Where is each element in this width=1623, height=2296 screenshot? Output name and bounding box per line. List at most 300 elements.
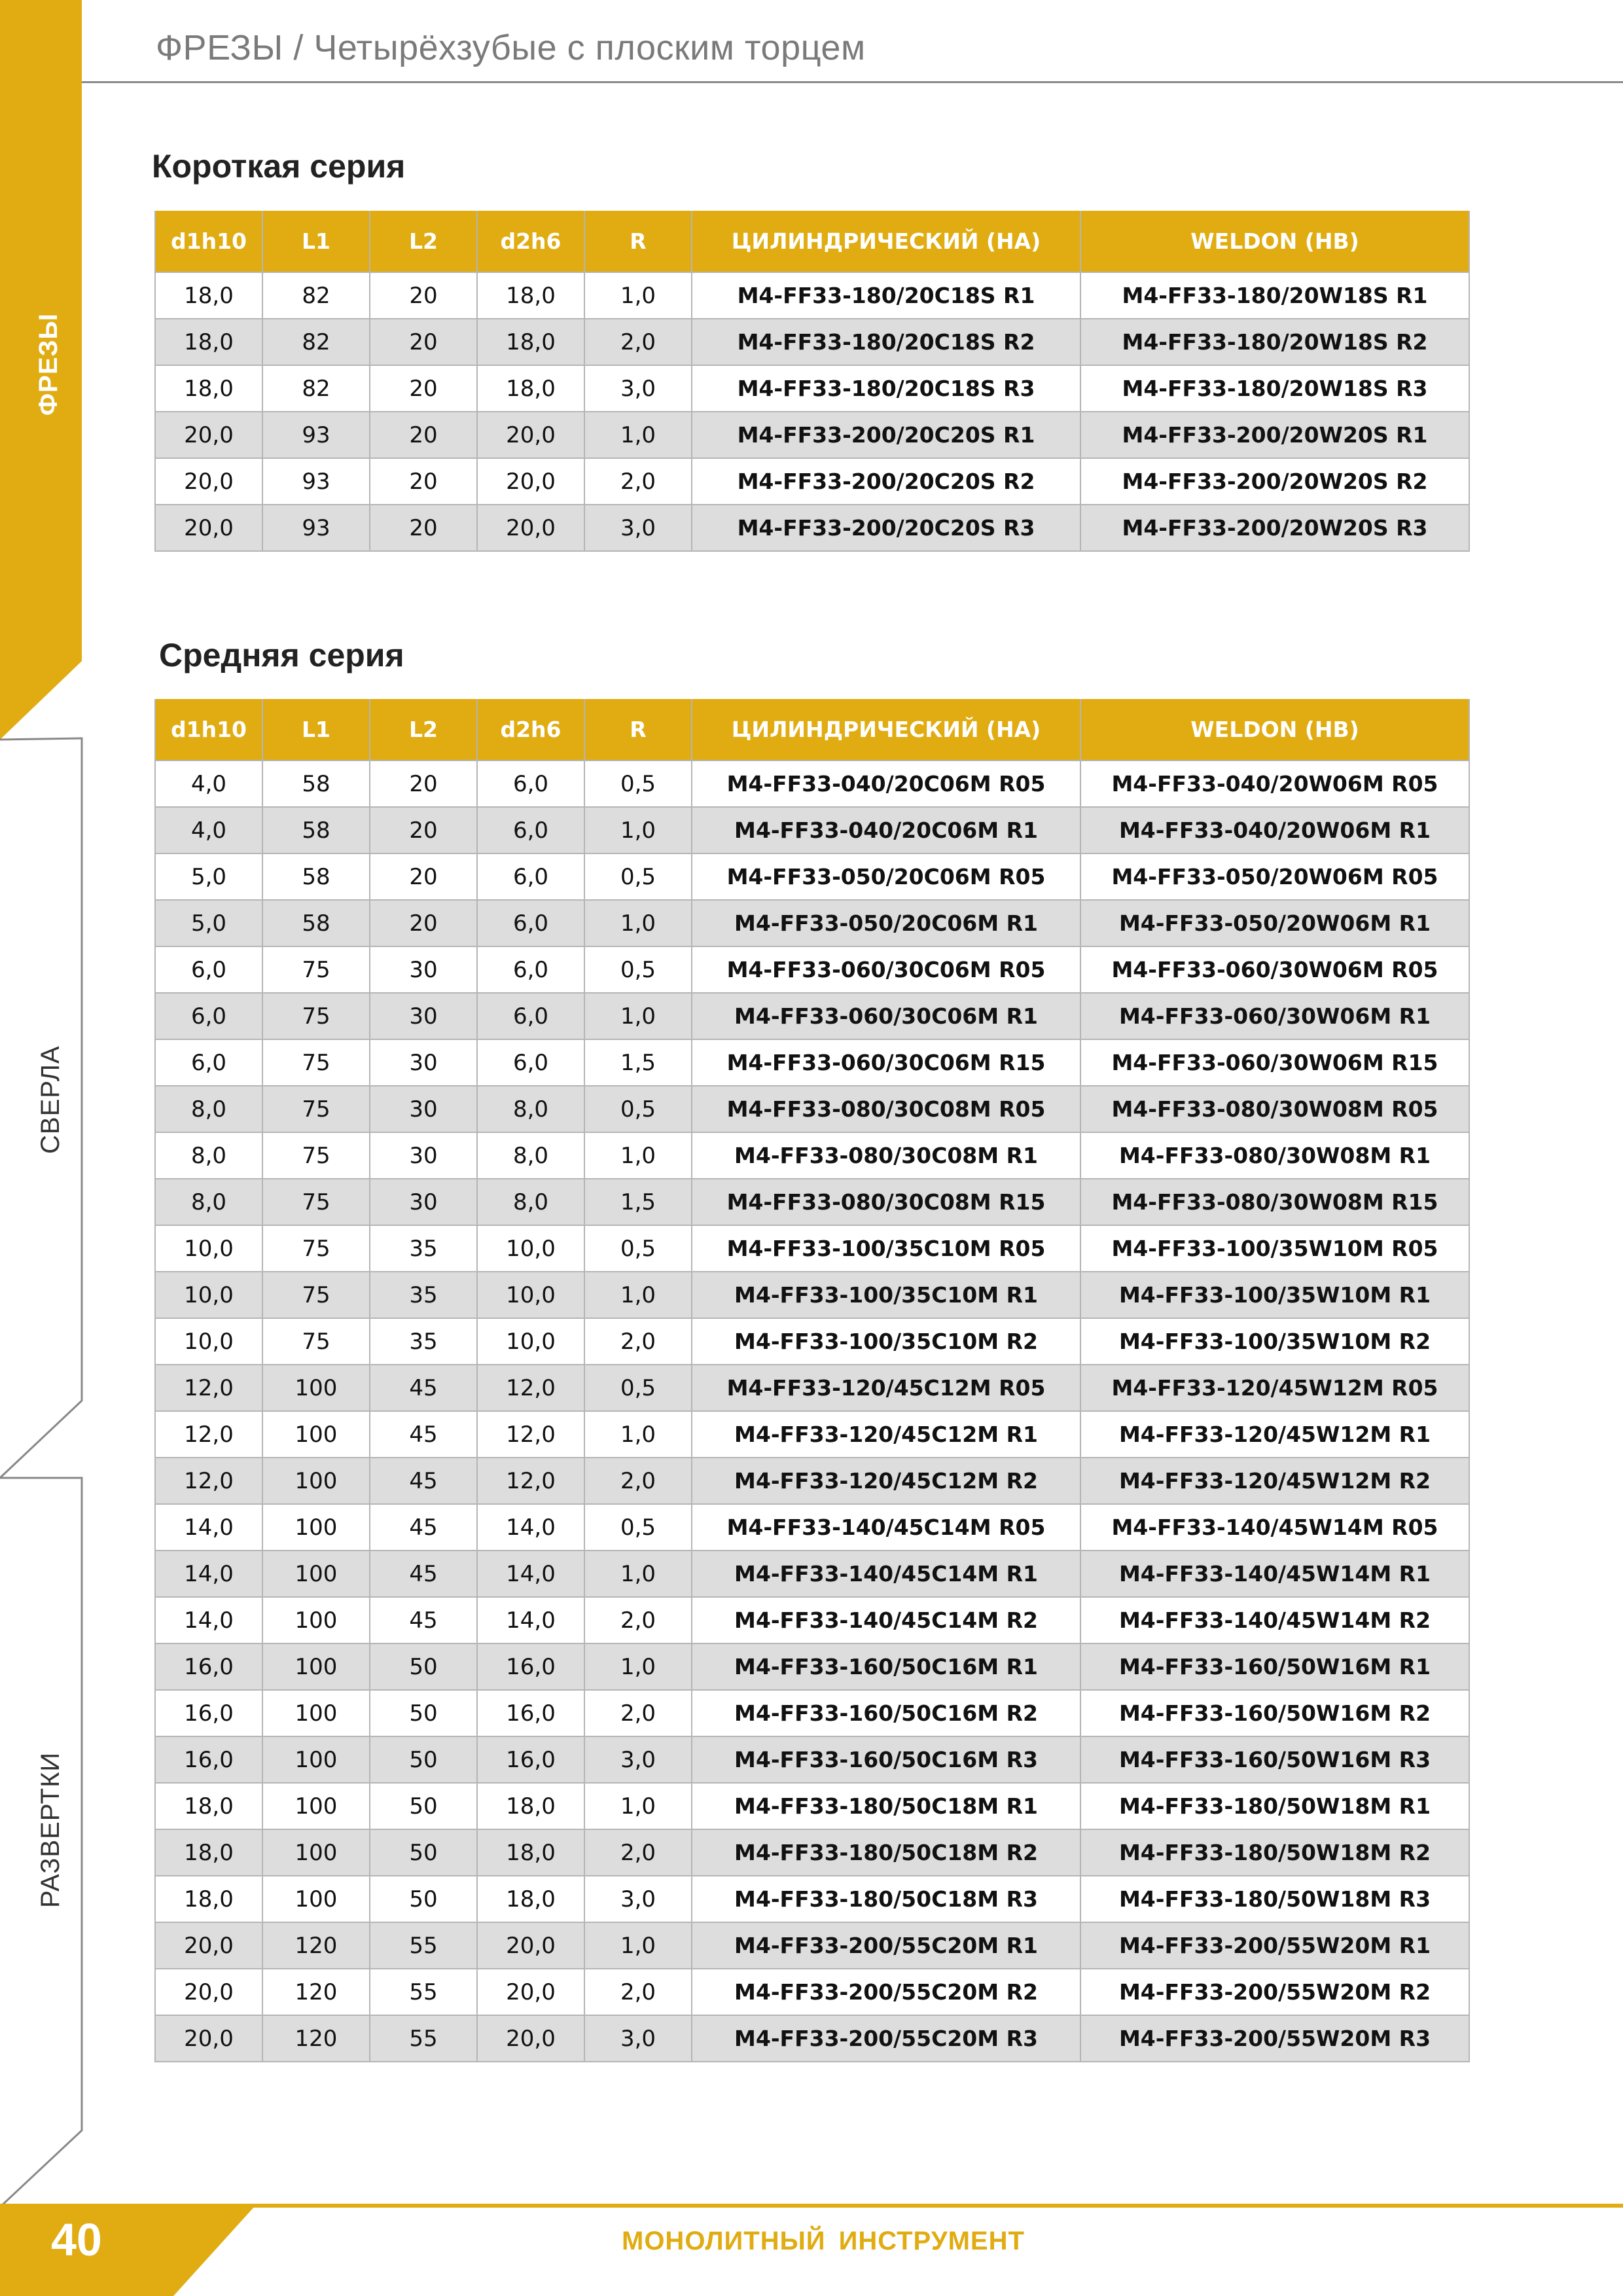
cell-code-weldon: M4-FF33-180/20W18S R1 xyxy=(1080,272,1469,319)
cell-d2h6: 8,0 xyxy=(477,1179,584,1225)
cell-l1: 100 xyxy=(262,1365,370,1411)
cell-l2: 30 xyxy=(370,1179,477,1225)
table-row xyxy=(155,1783,1469,1829)
cell-code-cylindrical: M4-FF33-120/45C12M R2 xyxy=(692,1458,1080,1504)
col-header-cylindrical: ЦИЛИНДРИЧЕСКИЙ (НА) xyxy=(692,699,1080,761)
cell-d1h10: 16,0 xyxy=(155,1736,262,1783)
cell-d2h6: 8,0 xyxy=(477,1132,584,1179)
cell-d2h6: 14,0 xyxy=(477,1597,584,1643)
cell-code-weldon: M4-FF33-200/20W20S R2 xyxy=(1080,458,1469,505)
cell-l1: 75 xyxy=(262,1225,370,1272)
col-header-d1h10: d1h10 xyxy=(155,211,262,272)
cell-code-cylindrical: M4-FF33-120/45C12M R1 xyxy=(692,1411,1080,1458)
cell-l1: 100 xyxy=(262,1504,370,1551)
cell-l1: 100 xyxy=(262,1783,370,1829)
cell-r: 1,0 xyxy=(584,1132,692,1179)
cell-d1h10: 14,0 xyxy=(155,1597,262,1643)
cell-d2h6: 14,0 xyxy=(477,1551,584,1597)
cell-code-cylindrical: M4-FF33-180/50C18M R1 xyxy=(692,1783,1080,1829)
cell-d1h10: 6,0 xyxy=(155,946,262,993)
table-row xyxy=(155,1225,1469,1272)
cell-d2h6: 18,0 xyxy=(477,365,584,412)
cell-code-weldon: M4-FF33-060/30W06M R05 xyxy=(1080,946,1469,993)
short-series-table xyxy=(154,211,1470,552)
cell-d1h10: 16,0 xyxy=(155,1643,262,1690)
cell-r: 2,0 xyxy=(584,1690,692,1736)
cell-d1h10: 18,0 xyxy=(155,1829,262,1876)
col-header-l2: L2 xyxy=(370,699,477,761)
cell-code-cylindrical: M4-FF33-160/50C16M R2 xyxy=(692,1690,1080,1736)
cell-l2: 45 xyxy=(370,1411,477,1458)
cell-code-weldon: M4-FF33-100/35W10M R1 xyxy=(1080,1272,1469,1318)
table-row xyxy=(155,319,1469,365)
cell-r: 2,0 xyxy=(584,1458,692,1504)
cell-d2h6: 6,0 xyxy=(477,761,584,807)
cell-code-weldon: M4-FF33-080/30W08M R1 xyxy=(1080,1132,1469,1179)
cell-code-weldon: M4-FF33-040/20W06M R05 xyxy=(1080,761,1469,807)
cell-d1h10: 20,0 xyxy=(155,505,262,551)
cell-r: 3,0 xyxy=(584,505,692,551)
cell-code-cylindrical: M4-FF33-200/55C20M R1 xyxy=(692,1922,1080,1969)
cell-l1: 100 xyxy=(262,1876,370,1922)
cell-r: 3,0 xyxy=(584,1876,692,1922)
cell-d1h10: 18,0 xyxy=(155,319,262,365)
table-row xyxy=(155,1318,1469,1365)
table-row xyxy=(155,900,1469,946)
table-row xyxy=(155,458,1469,505)
cell-r: 2,0 xyxy=(584,1969,692,2015)
cell-l2: 35 xyxy=(370,1318,477,1365)
table-row xyxy=(155,412,1469,458)
cell-l2: 30 xyxy=(370,1086,477,1132)
cell-d1h10: 20,0 xyxy=(155,2015,262,2062)
cell-d2h6: 6,0 xyxy=(477,993,584,1039)
cell-code-cylindrical: M4-FF33-200/20C20S R2 xyxy=(692,458,1080,505)
cell-d2h6: 12,0 xyxy=(477,1411,584,1458)
cell-l1: 100 xyxy=(262,1597,370,1643)
cell-d1h10: 4,0 xyxy=(155,807,262,853)
cell-code-cylindrical: M4-FF33-200/55C20M R3 xyxy=(692,2015,1080,2062)
cell-code-weldon: M4-FF33-200/55W20M R1 xyxy=(1080,1922,1469,1969)
cell-d2h6: 20,0 xyxy=(477,1922,584,1969)
table-row xyxy=(155,1876,1469,1922)
table-header-row xyxy=(155,211,1469,272)
cell-l2: 45 xyxy=(370,1504,477,1551)
cell-l2: 20 xyxy=(370,900,477,946)
cell-r: 1,0 xyxy=(584,1551,692,1597)
table-row xyxy=(155,1179,1469,1225)
cell-r: 0,5 xyxy=(584,761,692,807)
table-row xyxy=(155,1922,1469,1969)
footer-brand: МОНОЛИТНЫЙ ИНСТРУМЕНТ xyxy=(622,2227,1025,2255)
cell-d2h6: 6,0 xyxy=(477,807,584,853)
cell-l1: 75 xyxy=(262,1179,370,1225)
cell-d2h6: 6,0 xyxy=(477,900,584,946)
cell-r: 1,0 xyxy=(584,1783,692,1829)
col-header-l2: L2 xyxy=(370,211,477,272)
cell-d1h10: 14,0 xyxy=(155,1504,262,1551)
cell-d1h10: 4,0 xyxy=(155,761,262,807)
col-header-weldon: WELDON (НВ) xyxy=(1080,211,1469,272)
cell-l2: 35 xyxy=(370,1272,477,1318)
cell-code-cylindrical: M4-FF33-200/20C20S R3 xyxy=(692,505,1080,551)
cell-l1: 75 xyxy=(262,1086,370,1132)
cell-code-cylindrical: M4-FF33-100/35C10M R05 xyxy=(692,1225,1080,1272)
cell-l2: 20 xyxy=(370,761,477,807)
col-header-l1: L1 xyxy=(262,699,370,761)
cell-d1h10: 18,0 xyxy=(155,1876,262,1922)
cell-code-cylindrical: M4-FF33-120/45C12M R05 xyxy=(692,1365,1080,1411)
table-row xyxy=(155,1458,1469,1504)
cell-l2: 30 xyxy=(370,1132,477,1179)
cell-code-weldon: M4-FF33-200/55W20M R3 xyxy=(1080,2015,1469,2062)
cell-r: 0,5 xyxy=(584,1225,692,1272)
cell-l2: 55 xyxy=(370,2015,477,2062)
cell-code-weldon: M4-FF33-180/20W18S R3 xyxy=(1080,365,1469,412)
cell-d2h6: 18,0 xyxy=(477,272,584,319)
cell-code-weldon: M4-FF33-100/35W10M R2 xyxy=(1080,1318,1469,1365)
cell-l2: 50 xyxy=(370,1783,477,1829)
page-number-block xyxy=(0,0,262,2296)
cell-l1: 75 xyxy=(262,946,370,993)
cell-d2h6: 12,0 xyxy=(477,1458,584,1504)
table-header-row xyxy=(155,699,1469,761)
cell-l1: 82 xyxy=(262,272,370,319)
cell-code-weldon: M4-FF33-080/30W08M R15 xyxy=(1080,1179,1469,1225)
cell-d2h6: 18,0 xyxy=(477,1876,584,1922)
cell-l1: 75 xyxy=(262,993,370,1039)
cell-l2: 55 xyxy=(370,1922,477,1969)
cell-d1h10: 8,0 xyxy=(155,1179,262,1225)
section-title-medium: Средняя серия xyxy=(159,637,404,673)
cell-d1h10: 18,0 xyxy=(155,1783,262,1829)
cell-d1h10: 6,0 xyxy=(155,1039,262,1086)
table-row xyxy=(155,1736,1469,1783)
cell-code-cylindrical: M4-FF33-060/30C06M R15 xyxy=(692,1039,1080,1086)
cell-code-cylindrical: M4-FF33-100/35C10M R2 xyxy=(692,1318,1080,1365)
cell-d1h10: 10,0 xyxy=(155,1272,262,1318)
cell-r: 2,0 xyxy=(584,1597,692,1643)
cell-l2: 50 xyxy=(370,1736,477,1783)
cell-l1: 58 xyxy=(262,761,370,807)
cell-d1h10: 10,0 xyxy=(155,1225,262,1272)
cell-d2h6: 20,0 xyxy=(477,458,584,505)
col-header-d1h10: d1h10 xyxy=(155,699,262,761)
cell-code-weldon: M4-FF33-050/20W06M R1 xyxy=(1080,900,1469,946)
cell-code-cylindrical: M4-FF33-050/20C06M R05 xyxy=(692,853,1080,900)
cell-d2h6: 20,0 xyxy=(477,2015,584,2062)
cell-d1h10: 12,0 xyxy=(155,1411,262,1458)
cell-code-cylindrical: M4-FF33-180/20C18S R2 xyxy=(692,319,1080,365)
cell-l2: 20 xyxy=(370,853,477,900)
cell-r: 3,0 xyxy=(584,1736,692,1783)
cell-code-cylindrical: M4-FF33-080/30C08M R15 xyxy=(692,1179,1080,1225)
cell-code-weldon: M4-FF33-140/45W14M R05 xyxy=(1080,1504,1469,1551)
table-row xyxy=(155,272,1469,319)
cell-r: 2,0 xyxy=(584,458,692,505)
cell-r: 1,0 xyxy=(584,900,692,946)
cell-code-weldon: M4-FF33-120/45W12M R05 xyxy=(1080,1365,1469,1411)
cell-d1h10: 8,0 xyxy=(155,1132,262,1179)
cell-r: 2,0 xyxy=(584,1318,692,1365)
cell-l1: 93 xyxy=(262,458,370,505)
cell-d2h6: 16,0 xyxy=(477,1736,584,1783)
cell-d2h6: 18,0 xyxy=(477,1783,584,1829)
cell-l1: 100 xyxy=(262,1643,370,1690)
cell-code-cylindrical: M4-FF33-060/30C06M R05 xyxy=(692,946,1080,993)
cell-l1: 100 xyxy=(262,1411,370,1458)
cell-d2h6: 20,0 xyxy=(477,412,584,458)
cell-d1h10: 10,0 xyxy=(155,1318,262,1365)
cell-code-cylindrical: M4-FF33-180/50C18M R2 xyxy=(692,1829,1080,1876)
sidebar-tab-sverla[interactable]: СВЕРЛА xyxy=(36,1045,65,1154)
cell-l2: 45 xyxy=(370,1551,477,1597)
cell-l2: 45 xyxy=(370,1597,477,1643)
cell-l2: 20 xyxy=(370,272,477,319)
col-header-r: R xyxy=(584,211,692,272)
cell-code-cylindrical: M4-FF33-180/20C18S R3 xyxy=(692,365,1080,412)
cell-code-cylindrical: M4-FF33-140/45C14M R05 xyxy=(692,1504,1080,1551)
cell-l1: 93 xyxy=(262,412,370,458)
col-header-r: R xyxy=(584,699,692,761)
cell-l1: 100 xyxy=(262,1829,370,1876)
cell-d2h6: 10,0 xyxy=(477,1318,584,1365)
cell-d2h6: 12,0 xyxy=(477,1365,584,1411)
cell-d1h10: 12,0 xyxy=(155,1458,262,1504)
table-row xyxy=(155,1597,1469,1643)
cell-code-weldon: M4-FF33-140/45W14M R1 xyxy=(1080,1551,1469,1597)
cell-r: 0,5 xyxy=(584,946,692,993)
sidebar-tab-razvertki[interactable]: РАЗВЕРТКИ xyxy=(36,1751,65,1908)
page-number: 40 xyxy=(51,2214,102,2265)
table-row xyxy=(155,1969,1469,2015)
cell-d2h6: 6,0 xyxy=(477,1039,584,1086)
cell-l2: 20 xyxy=(370,412,477,458)
cell-d1h10: 18,0 xyxy=(155,365,262,412)
cell-r: 1,0 xyxy=(584,993,692,1039)
header-divider xyxy=(82,81,1623,83)
cell-l2: 20 xyxy=(370,807,477,853)
cell-r: 1,0 xyxy=(584,807,692,853)
cell-d1h10: 12,0 xyxy=(155,1365,262,1411)
col-header-weldon: WELDON (НВ) xyxy=(1080,699,1469,761)
cell-code-weldon: M4-FF33-160/50W16M R3 xyxy=(1080,1736,1469,1783)
cell-code-weldon: M4-FF33-040/20W06M R1 xyxy=(1080,807,1469,853)
cell-code-weldon: M4-FF33-060/30W06M R1 xyxy=(1080,993,1469,1039)
cell-code-cylindrical: M4-FF33-140/45C14M R1 xyxy=(692,1551,1080,1597)
cell-d1h10: 20,0 xyxy=(155,1922,262,1969)
table-row xyxy=(155,993,1469,1039)
table-row xyxy=(155,853,1469,900)
cell-l1: 75 xyxy=(262,1318,370,1365)
cell-r: 1,5 xyxy=(584,1179,692,1225)
cell-code-cylindrical: M4-FF33-180/50C18M R3 xyxy=(692,1876,1080,1922)
cell-code-weldon: M4-FF33-100/35W10M R05 xyxy=(1080,1225,1469,1272)
cell-code-cylindrical: M4-FF33-050/20C06M R1 xyxy=(692,900,1080,946)
cell-l2: 35 xyxy=(370,1225,477,1272)
table-row xyxy=(155,505,1469,551)
cell-l1: 100 xyxy=(262,1551,370,1597)
table-row xyxy=(155,1411,1469,1458)
cell-l2: 30 xyxy=(370,946,477,993)
table-row xyxy=(155,1643,1469,1690)
cell-r: 0,5 xyxy=(584,853,692,900)
cell-code-weldon: M4-FF33-080/30W08M R05 xyxy=(1080,1086,1469,1132)
cell-d1h10: 18,0 xyxy=(155,272,262,319)
cell-l1: 82 xyxy=(262,365,370,412)
cell-code-cylindrical: M4-FF33-160/50C16M R3 xyxy=(692,1736,1080,1783)
table-row xyxy=(155,2015,1469,2062)
cell-l1: 75 xyxy=(262,1272,370,1318)
cell-code-weldon: M4-FF33-160/50W16M R1 xyxy=(1080,1643,1469,1690)
cell-l1: 58 xyxy=(262,900,370,946)
cell-d2h6: 16,0 xyxy=(477,1643,584,1690)
cell-d2h6: 10,0 xyxy=(477,1225,584,1272)
cell-d1h10: 14,0 xyxy=(155,1551,262,1597)
cell-code-weldon: M4-FF33-120/45W12M R2 xyxy=(1080,1458,1469,1504)
cell-code-weldon: M4-FF33-200/55W20M R2 xyxy=(1080,1969,1469,2015)
cell-l2: 20 xyxy=(370,365,477,412)
cell-r: 0,5 xyxy=(584,1504,692,1551)
cell-code-cylindrical: M4-FF33-140/45C14M R2 xyxy=(692,1597,1080,1643)
table-row xyxy=(155,1690,1469,1736)
cell-l1: 100 xyxy=(262,1458,370,1504)
cell-d2h6: 8,0 xyxy=(477,1086,584,1132)
cell-r: 1,0 xyxy=(584,1272,692,1318)
table-row xyxy=(155,1829,1469,1876)
cell-code-cylindrical: M4-FF33-180/20C18S R1 xyxy=(692,272,1080,319)
cell-d1h10: 5,0 xyxy=(155,853,262,900)
cell-code-weldon: M4-FF33-180/50W18M R1 xyxy=(1080,1783,1469,1829)
cell-code-cylindrical: M4-FF33-080/30C08M R1 xyxy=(692,1132,1080,1179)
cell-d2h6: 16,0 xyxy=(477,1690,584,1736)
cell-d1h10: 6,0 xyxy=(155,993,262,1039)
cell-r: 2,0 xyxy=(584,1829,692,1876)
cell-l2: 30 xyxy=(370,993,477,1039)
cell-l1: 93 xyxy=(262,505,370,551)
sidebar-tab-frezy[interactable]: ФРЕЗЫ xyxy=(34,313,63,416)
cell-l2: 50 xyxy=(370,1690,477,1736)
cell-r: 1,0 xyxy=(584,272,692,319)
cell-r: 1,0 xyxy=(584,1922,692,1969)
table-row xyxy=(155,1504,1469,1551)
cell-code-cylindrical: M4-FF33-200/20C20S R1 xyxy=(692,412,1080,458)
cell-code-weldon: M4-FF33-180/50W18M R3 xyxy=(1080,1876,1469,1922)
cell-l2: 30 xyxy=(370,1039,477,1086)
section-title-short: Короткая серия xyxy=(152,148,406,185)
table-row xyxy=(155,1365,1469,1411)
cell-l2: 50 xyxy=(370,1876,477,1922)
cell-code-weldon: M4-FF33-050/20W06M R05 xyxy=(1080,853,1469,900)
cell-l2: 50 xyxy=(370,1829,477,1876)
cell-l2: 45 xyxy=(370,1458,477,1504)
cell-d1h10: 20,0 xyxy=(155,1969,262,2015)
cell-code-cylindrical: M4-FF33-100/35C10M R1 xyxy=(692,1272,1080,1318)
page-title: ФРЕЗЫ / Четырёхзубые с плоским торцем xyxy=(156,28,866,67)
cell-code-cylindrical: M4-FF33-040/20C06M R05 xyxy=(692,761,1080,807)
table-row xyxy=(155,807,1469,853)
table-row xyxy=(155,761,1469,807)
cell-l1: 75 xyxy=(262,1039,370,1086)
cell-d2h6: 14,0 xyxy=(477,1504,584,1551)
cell-r: 2,0 xyxy=(584,319,692,365)
cell-l1: 58 xyxy=(262,853,370,900)
cell-r: 0,5 xyxy=(584,1365,692,1411)
cell-code-weldon: M4-FF33-140/45W14M R2 xyxy=(1080,1597,1469,1643)
cell-d1h10: 5,0 xyxy=(155,900,262,946)
cell-d2h6: 10,0 xyxy=(477,1272,584,1318)
table-row xyxy=(155,946,1469,993)
cell-l2: 20 xyxy=(370,458,477,505)
cell-l2: 45 xyxy=(370,1365,477,1411)
col-header-d2h6: d2h6 xyxy=(477,699,584,761)
cell-l1: 58 xyxy=(262,807,370,853)
cell-d2h6: 18,0 xyxy=(477,319,584,365)
cell-code-cylindrical: M4-FF33-200/55C20M R2 xyxy=(692,1969,1080,2015)
table-row xyxy=(155,1039,1469,1086)
cell-code-cylindrical: M4-FF33-040/20C06M R1 xyxy=(692,807,1080,853)
cell-l1: 100 xyxy=(262,1690,370,1736)
table-row xyxy=(155,1551,1469,1597)
col-header-d2h6: d2h6 xyxy=(477,211,584,272)
cell-l1: 100 xyxy=(262,1736,370,1783)
cell-l1: 75 xyxy=(262,1132,370,1179)
cell-d2h6: 18,0 xyxy=(477,1829,584,1876)
cell-code-weldon: M4-FF33-060/30W06M R15 xyxy=(1080,1039,1469,1086)
cell-d1h10: 8,0 xyxy=(155,1086,262,1132)
cell-r: 1,5 xyxy=(584,1039,692,1086)
cell-code-weldon: M4-FF33-160/50W16M R2 xyxy=(1080,1690,1469,1736)
cell-code-cylindrical: M4-FF33-060/30C06M R1 xyxy=(692,993,1080,1039)
cell-r: 1,0 xyxy=(584,1411,692,1458)
cell-d2h6: 6,0 xyxy=(477,946,584,993)
cell-code-weldon: M4-FF33-120/45W12M R1 xyxy=(1080,1411,1469,1458)
cell-code-weldon: M4-FF33-200/20W20S R1 xyxy=(1080,412,1469,458)
cell-r: 1,0 xyxy=(584,412,692,458)
col-header-cylindrical: ЦИЛИНДРИЧЕСКИЙ (НА) xyxy=(692,211,1080,272)
cell-r: 3,0 xyxy=(584,2015,692,2062)
cell-d1h10: 20,0 xyxy=(155,412,262,458)
cell-l2: 20 xyxy=(370,505,477,551)
table-row xyxy=(155,1086,1469,1132)
table-row xyxy=(155,1132,1469,1179)
cell-code-weldon: M4-FF33-180/20W18S R2 xyxy=(1080,319,1469,365)
cell-r: 3,0 xyxy=(584,365,692,412)
cell-l2: 55 xyxy=(370,1969,477,2015)
cell-code-weldon: M4-FF33-200/20W20S R3 xyxy=(1080,505,1469,551)
col-header-l1: L1 xyxy=(262,211,370,272)
page-number-shape xyxy=(0,2206,255,2296)
cell-l1: 120 xyxy=(262,1969,370,2015)
cell-l1: 82 xyxy=(262,319,370,365)
table-row xyxy=(155,365,1469,412)
cell-l1: 120 xyxy=(262,1922,370,1969)
medium-series-table xyxy=(154,699,1470,2062)
cell-l2: 20 xyxy=(370,319,477,365)
cell-code-cylindrical: M4-FF33-160/50C16M R1 xyxy=(692,1643,1080,1690)
table-row xyxy=(155,1272,1469,1318)
cell-d1h10: 20,0 xyxy=(155,458,262,505)
cell-code-weldon: M4-FF33-180/50W18M R2 xyxy=(1080,1829,1469,1876)
cell-l1: 120 xyxy=(262,2015,370,2062)
cell-d2h6: 20,0 xyxy=(477,505,584,551)
cell-r: 0,5 xyxy=(584,1086,692,1132)
cell-code-cylindrical: M4-FF33-080/30C08M R05 xyxy=(692,1086,1080,1132)
cell-d1h10: 16,0 xyxy=(155,1690,262,1736)
cell-l2: 50 xyxy=(370,1643,477,1690)
cell-d2h6: 20,0 xyxy=(477,1969,584,2015)
cell-d2h6: 6,0 xyxy=(477,853,584,900)
